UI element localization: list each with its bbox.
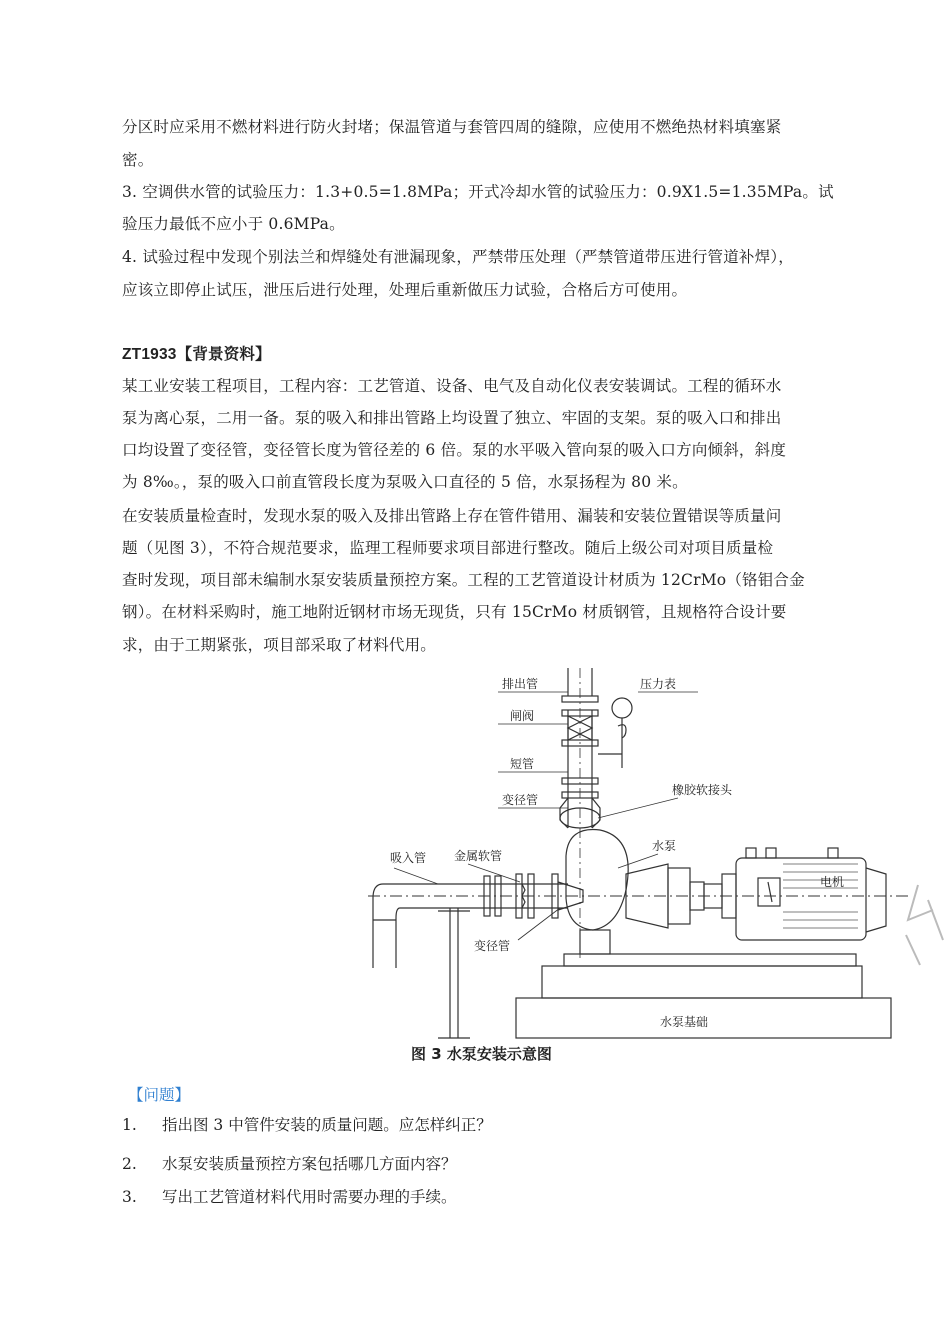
- label-discharge-pipe: 排出管: [502, 677, 539, 691]
- paragraph-line: 密。: [122, 151, 154, 169]
- background-line: 为 8‰。，泵的吸入口前直管段长度为泵吸入口直径的 5 倍，水泵扬程为 80 米。: [122, 473, 688, 491]
- paragraph-line: 验压力最低不应小于 0.6MPa。: [122, 215, 345, 233]
- question-number: 1.: [122, 1116, 137, 1134]
- question-text: 水泵安装质量预控方案包括哪几方面内容？: [162, 1155, 457, 1173]
- label-suction-pipe: 吸入管: [390, 851, 427, 865]
- pump-installation-diagram: [368, 668, 910, 1040]
- label-reducer-top: 变径管: [502, 793, 539, 807]
- label-short-pipe: 短管: [510, 757, 535, 771]
- label-pressure-gauge: 压力表: [640, 677, 677, 691]
- question-number: 3.: [122, 1188, 137, 1206]
- background-line: 题（见图 3），不符合规范要求，监理工程师要求项目部进行整改。随后上级公司对项目质量检: [122, 539, 774, 557]
- label-foundation: 水泵基础: [660, 1015, 709, 1029]
- label-metal-hose: 金属软管: [454, 849, 503, 863]
- section-title: 【背景资料】: [176, 344, 271, 363]
- label-rubber-joint: 橡胶软接头: [672, 783, 733, 797]
- background-line: 在安装质量检查时，发现水泵的吸入及排出管路上存在管件错用、漏装和安装位置错误等质量问: [122, 507, 782, 525]
- pressure-gauge-dial: [612, 698, 632, 718]
- paragraph-line: 4. 试验过程中发现个别法兰和焊缝处有泄漏现象，严禁带压处理（严禁管道带压进行管道补焊），: [122, 248, 794, 266]
- question-item: [122, 1153, 457, 1175]
- question-number: 2.: [122, 1155, 137, 1173]
- question-item: [122, 1186, 457, 1208]
- background-line: 钢）。在材料采购时，施工地附近钢材市场无现货，只有 15CrMo 材质钢管，且规格符合设计要: [122, 603, 787, 621]
- question-item: [122, 1114, 492, 1136]
- figure-caption: 图 3 水泵安装示意图: [411, 1045, 552, 1063]
- suction-elbow-inner: [396, 908, 438, 968]
- label-reducer-bottom: 变径管: [474, 939, 511, 953]
- paragraph-line: 分区时应采用不燃材料进行防火封堵；保温管道与套管四周的缝隙，应使用不燃绝热材料填塞紧: [122, 118, 782, 136]
- question-text: 写出工艺管道材料代用时需要办理的手续。: [162, 1188, 457, 1206]
- background-line: 泵为离心泵，二用一备。泵的吸入和排出管路上均设置了独立、牢固的支架。泵的吸入口和排出: [122, 409, 782, 427]
- background-line: 求，由于工期紧张，项目部采取了材料代用。: [122, 636, 437, 654]
- label-pump: 水泵: [652, 839, 677, 853]
- paragraph-line: 3. 空调供水管的试验压力：1.3+0.5=1.8MPa；开式冷却水管的试验压力：0.9X1.5=1.35MPa。试: [122, 183, 834, 201]
- watermark-fragment: [898, 880, 950, 970]
- foundation-upper: [542, 966, 862, 998]
- section-heading: [122, 343, 271, 366]
- question-text: 指出图 3 中管件安装的质量问题。应怎样纠正？: [162, 1116, 492, 1134]
- suction-elbow-outer: [373, 884, 438, 968]
- pump-volute: [566, 830, 628, 930]
- label-motor: 电机: [820, 875, 845, 889]
- label-gate-valve: 闸阀: [510, 709, 535, 723]
- background-line: 查时发现，项目部未编制水泵安装质量预控方案。工程的工艺管道设计材质为 12CrMo（铬钼合金: [122, 571, 805, 589]
- section-code: ZT1933: [122, 346, 177, 363]
- background-line: 某工业安装工程项目，工程内容：工艺管道、设备、电气及自动化仪表安装调试。工程的循环水: [122, 377, 782, 395]
- questions-heading: 【问题】: [128, 1086, 191, 1104]
- paragraph-line: 应该立即停止试压，泄压后进行处理，处理后重新做压力试验，合格后方可使用。: [122, 281, 688, 299]
- pump-base-plate: [564, 954, 856, 966]
- background-line: 口均设置了变径管，变径管长度为管径差的 6 倍。泵的水平吸入管向泵的吸入口方向倾斜，斜度: [122, 441, 787, 459]
